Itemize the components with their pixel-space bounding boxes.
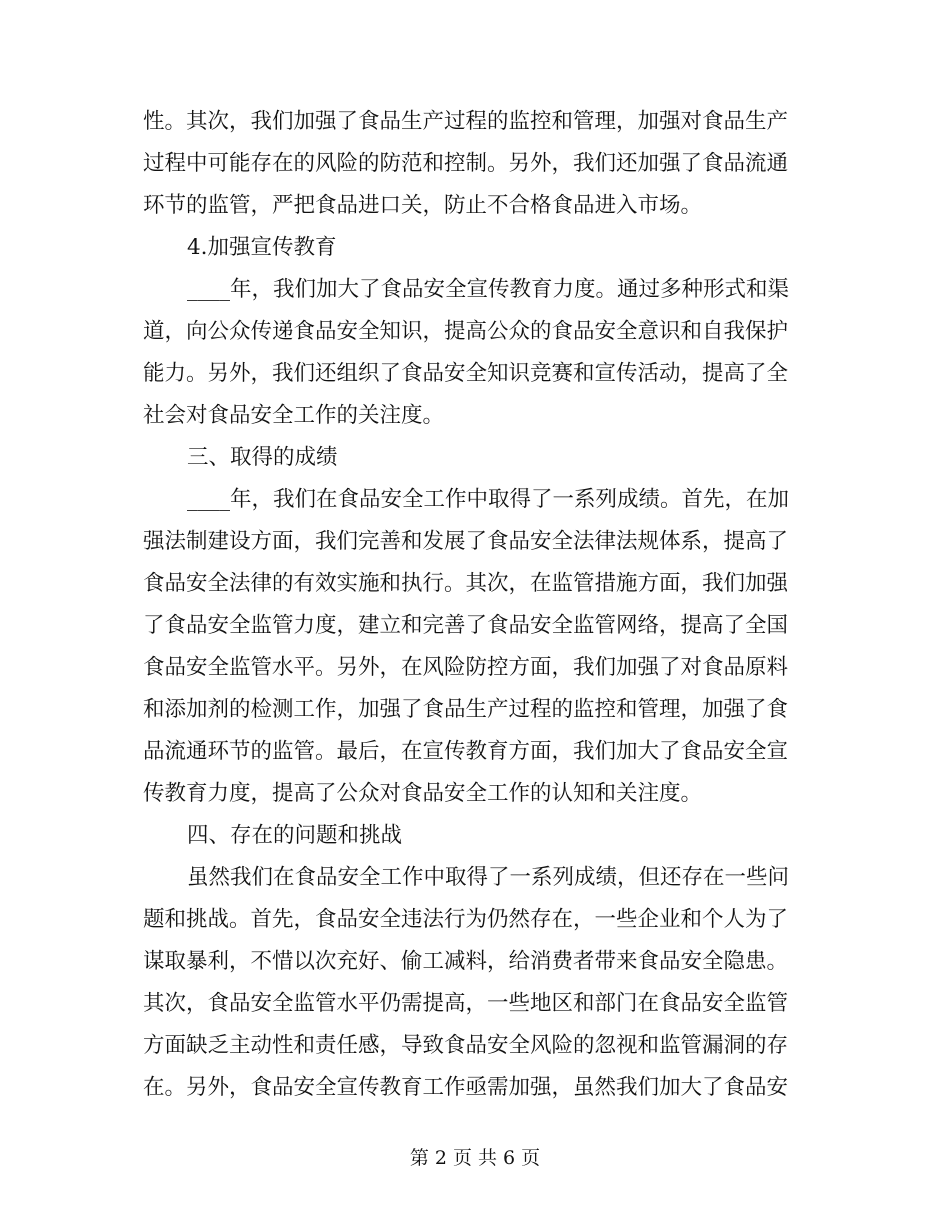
body-line: 谋取暴利，不惜以次充好、偷工减料，给消费者带来食品安全隐患。	[143, 949, 789, 974]
section-heading: 四、存在的问题和挑战	[187, 823, 403, 848]
body-line: 品流通环节的监管。最后，在宣传教育方面，我们加大了食品安全宣	[143, 739, 789, 764]
section-heading: 4.加强宣传教育	[187, 235, 337, 260]
body-line: 道，向公众传递食品安全知识，提高公众的食品安全意识和自我保护	[143, 319, 789, 344]
page-number-footer: 第 2 页 共 6 页	[409, 1147, 541, 1169]
body-line: 食品安全监管水平。另外，在风险防控方面，我们加强了对食品原料	[143, 655, 789, 680]
body-line: 食品安全法律的有效实施和执行。其次，在监管措施方面，我们加强	[143, 571, 789, 596]
body-line: ____年，我们加大了食品安全宣传教育力度。通过多种形式和渠	[187, 277, 790, 302]
body-line: 性。其次，我们加强了食品生产过程的监控和管理，加强对食品生产	[143, 109, 789, 134]
body-line: 环节的监管，严把食品进口关，防止不合格食品进入市场。	[143, 193, 703, 218]
body-line: ____年，我们在食品安全工作中取得了一系列成绩。首先，在加	[187, 487, 790, 512]
body-line: 传教育力度，提高了公众对食品安全工作的认知和关注度。	[143, 781, 703, 806]
body-line: 虽然我们在食品安全工作中取得了一系列成绩，但还存在一些问	[187, 865, 790, 890]
body-line: 题和挑战。首先，食品安全违法行为仍然存在，一些企业和个人为了	[143, 907, 789, 932]
section-heading: 三、取得的成绩	[187, 445, 338, 470]
body-line: 社会对食品安全工作的关注度。	[143, 403, 445, 428]
body-line: 其次，食品安全监管水平仍需提高，一些地区和部门在食品安全监管	[143, 991, 789, 1016]
body-line: 和添加剂的检测工作，加强了食品生产过程的监控和管理，加强了食	[143, 697, 789, 722]
body-line: 在。另外，食品安全宣传教育工作亟需加强，虽然我们加大了食品安	[143, 1075, 789, 1100]
body-line: 过程中可能存在的风险的防范和控制。另外，我们还加强了食品流通	[143, 151, 789, 176]
body-line: 了食品安全监管力度，建立和完善了食品安全监管网络，提高了全国	[143, 613, 789, 638]
body-line: 方面缺乏主动性和责任感，导致食品安全风险的忽视和监管漏洞的存	[143, 1033, 789, 1058]
body-line: 能力。另外，我们还组织了食品安全知识竞赛和宣传活动，提高了全	[143, 361, 789, 386]
body-line: 强法制建设方面，我们完善和发展了食品安全法律法规体系，提高了	[143, 529, 789, 554]
